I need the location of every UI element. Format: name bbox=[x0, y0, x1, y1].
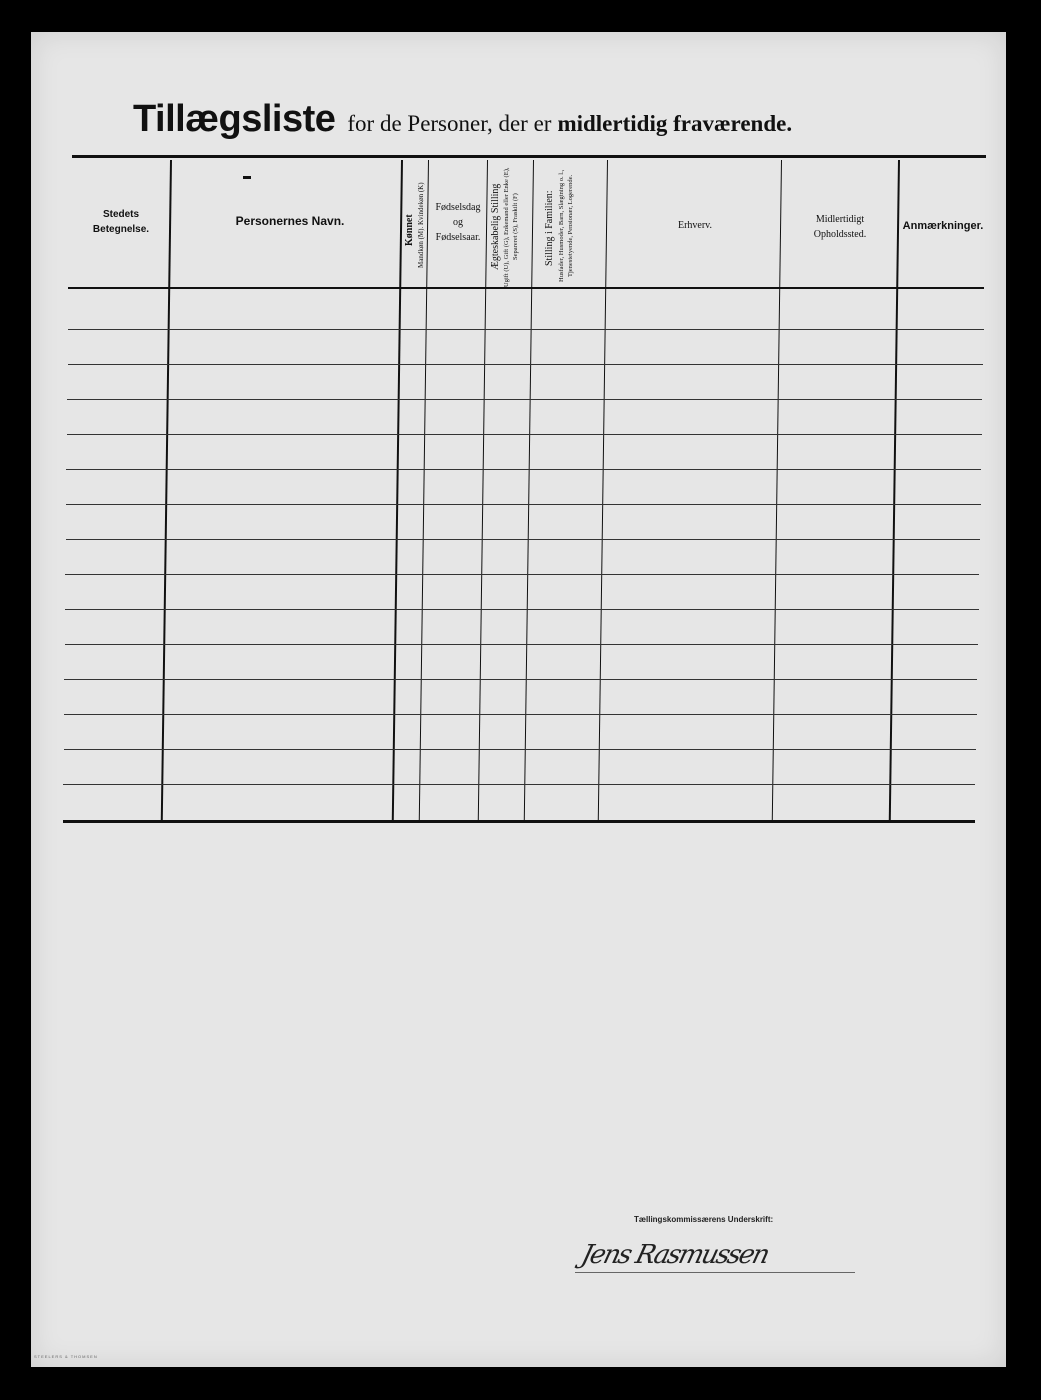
printer-imprint: STEELERS & THOMSEN bbox=[34, 1354, 98, 1359]
table-top-rule bbox=[72, 155, 986, 158]
row-rule bbox=[67, 434, 982, 435]
row-rule bbox=[66, 504, 981, 505]
header-stilling-title: Stilling i Familien: bbox=[544, 190, 555, 266]
signature-label: Tællingskommissærens Underskrift: bbox=[634, 1215, 774, 1224]
header-konnet-title: Kønnet bbox=[404, 214, 415, 246]
header-fodselsdag-line2: og bbox=[453, 217, 463, 228]
table-bottom-rule bbox=[63, 820, 975, 823]
form-title bbox=[133, 98, 963, 144]
title-middle: for de Personer, der er bbox=[347, 111, 552, 136]
signature-line bbox=[575, 1272, 855, 1273]
header-konnet-sub: Mandkøn (M). Kvindekøn (K) bbox=[417, 182, 425, 268]
row-rule bbox=[68, 364, 983, 365]
row-rule bbox=[65, 574, 979, 575]
header-aegteskabelig-title: Ægteskabelig Stilling bbox=[490, 183, 501, 271]
header-erhverv: Erhverv. bbox=[677, 220, 713, 231]
row-rule bbox=[68, 329, 984, 330]
row-rule bbox=[66, 539, 980, 540]
header-stedets-betegnelse: Stedets Betegnelse. bbox=[92, 209, 150, 235]
row-rule bbox=[65, 609, 979, 610]
title-emphasis: midlertidig fraværende. bbox=[557, 111, 793, 136]
header-stilling-sub: Husfader, Husmoder, Barn, Slægtning o. l., Tjenestetyende, Pensionær, Logerende. bbox=[558, 169, 574, 283]
header-dash-mark bbox=[243, 176, 251, 179]
header-fodselsdag-line3: Fødselsaar. bbox=[435, 232, 481, 243]
row-rule bbox=[64, 714, 977, 715]
header-anmaerkninger: Anmærkninger. bbox=[902, 220, 984, 232]
title-main: Tillægsliste bbox=[133, 98, 336, 140]
bleed-through-mark bbox=[836, 62, 986, 102]
row-rule bbox=[64, 679, 977, 680]
header-fodselsdag bbox=[429, 200, 487, 245]
header-personernes-navn: Personernes Navn. bbox=[235, 214, 345, 228]
header-fodselsdag-line1: Fødselsdag bbox=[435, 202, 481, 213]
row-rule bbox=[63, 784, 975, 785]
header-midlertidigt-opholdssted: Midlertidigt Opholdssted. bbox=[813, 214, 867, 240]
row-rule bbox=[66, 469, 981, 470]
row-rule bbox=[65, 644, 978, 645]
signature-handwriting: Jens Rasmussen bbox=[578, 1240, 772, 1270]
row-rule bbox=[64, 749, 976, 750]
row-rule bbox=[67, 399, 982, 400]
header-aegteskabelig-sub: Ugift (U), Gift (G), Enkemand eller Enke (E), Separeret (S), Fraskilt (F) bbox=[503, 167, 519, 287]
